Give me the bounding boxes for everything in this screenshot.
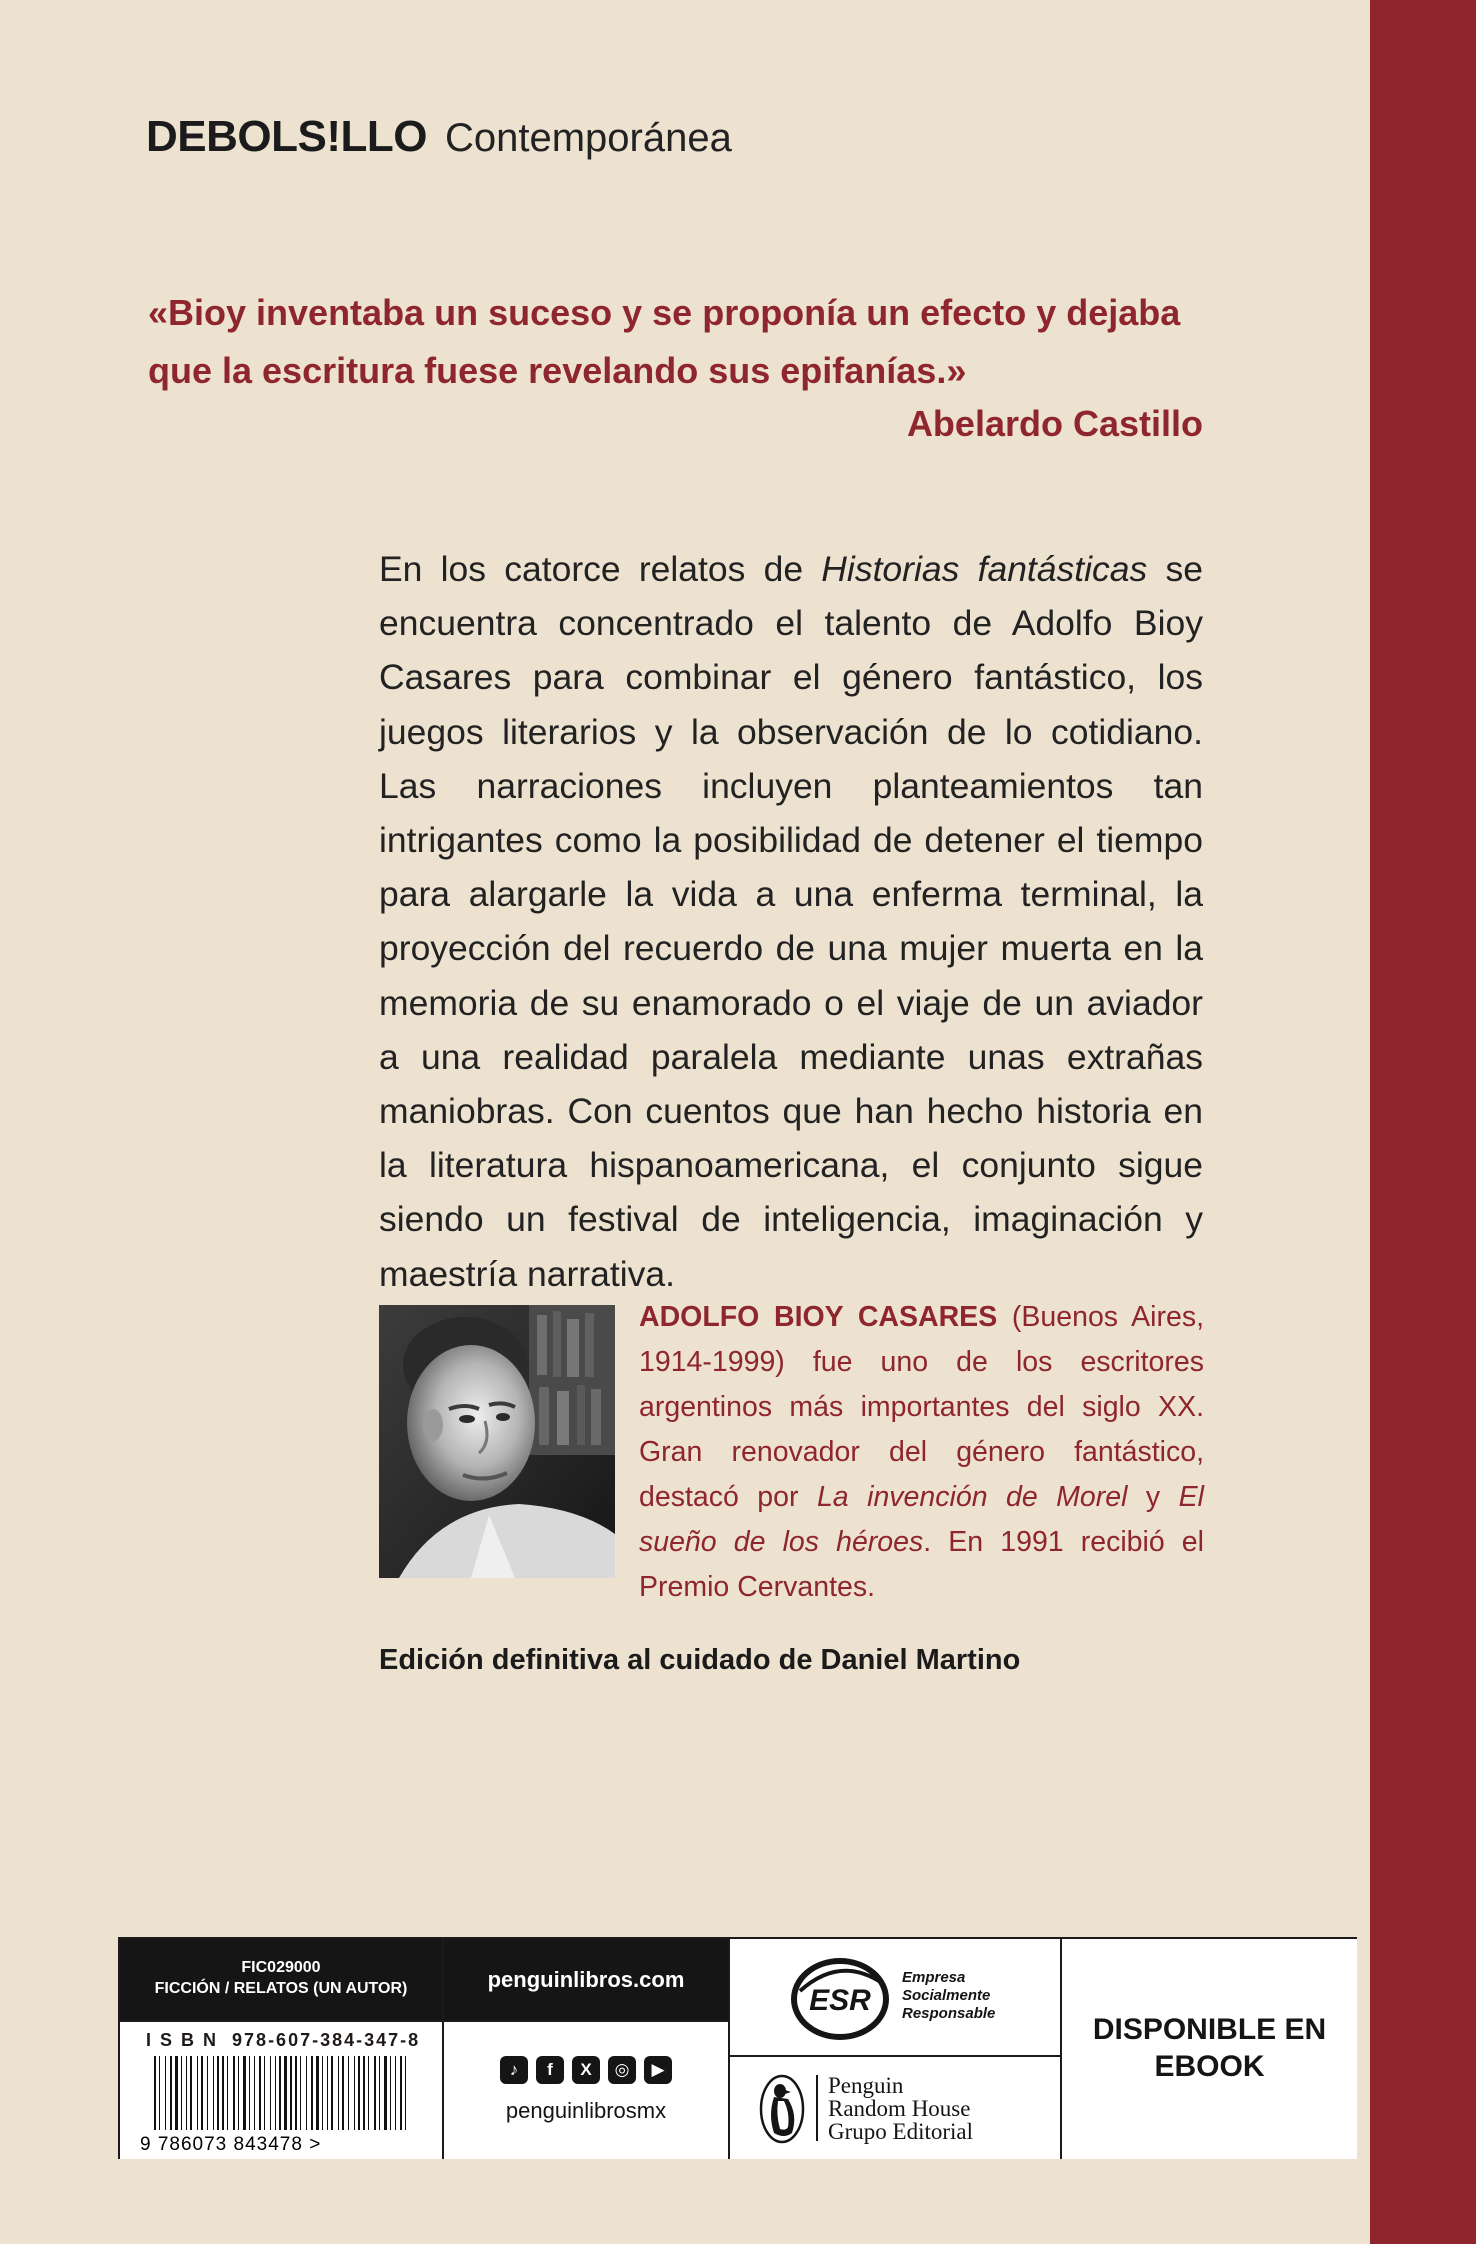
barcode-bar: [270, 2056, 271, 2130]
isbn-box: [120, 2020, 442, 2159]
synopsis-intro: En los catorce relatos de: [379, 549, 822, 589]
bio-text-2: y: [1127, 1481, 1179, 1513]
website-box[interactable]: [442, 1939, 728, 2020]
social-box: [442, 2020, 728, 2159]
publisher-name: [828, 2074, 973, 2143]
publisher-line: Penguin: [828, 2073, 904, 2098]
imprint-logo: DEBOLS!LLO: [146, 112, 427, 161]
publisher-line: Grupo Editorial: [828, 2119, 973, 2144]
barcode-bar: [170, 2056, 172, 2130]
bio-book-title-1: La invención de Morel: [816, 1481, 1128, 1513]
barcode-bar: [331, 2056, 333, 2130]
penguin-logo-icon: [758, 2073, 806, 2145]
barcode-bar: [259, 2056, 261, 2130]
barcode-bar: [243, 2056, 246, 2130]
barcode-bar: [358, 2056, 360, 2130]
esr-logo-icon: [790, 1957, 890, 2041]
barcode-bar: [384, 2056, 387, 2130]
barcode-bar: [222, 2056, 224, 2130]
publisher-line: Random House: [828, 2096, 971, 2121]
barcode-bar: [213, 2056, 214, 2130]
tiktok-icon[interactable]: ♪: [500, 2056, 528, 2084]
publisher-brand: [146, 112, 732, 162]
barcode-bars: [154, 2056, 406, 2130]
barcode-bar: [295, 2056, 297, 2130]
barcode-bar: [165, 2056, 166, 2130]
publisher-box: [728, 2055, 1060, 2159]
barcode-bar: [275, 2056, 276, 2130]
barcode-bar: [306, 2056, 307, 2130]
x-icon[interactable]: X: [572, 2056, 600, 2084]
barcode-bar: [159, 2056, 160, 2130]
bio-text-1: (Buenos Aires, 1914-1999) fue uno de los escritores argentinos más importantes del siglo XX. Gran renovador del género fantástico, destacó por: [639, 1301, 1204, 1513]
edition-note: Edición definitiva al cuidado de Daniel Martino: [379, 1644, 1021, 1676]
blurb-quote: «Bioy inventaba un suceso y se proponía un efecto y dejaba que la escritura fuese revelando sus epifanías.»: [148, 292, 1181, 391]
isbn-line: [146, 2030, 420, 2051]
barcode-bar: [233, 2056, 235, 2130]
publisher-divider: [816, 2075, 818, 2141]
social-icons: [444, 2056, 728, 2084]
back-cover-footer: [118, 1937, 1357, 2159]
barcode-bar: [154, 2056, 156, 2130]
synopsis-body: se encuentra concentrado el talento de Adolfo Bioy Casares para combinar el género fantástico, los juegos literarios y la observación de lo cotidiano. Las narraciones incluyen planteamientos tan intrigantes como la posibilidad de detener el tiempo para alargarle la vida a una enferma terminal, la proyección del recuerdo de una mujer muerta en la memoria de su enamorado o el viaje de un aviador a una realidad paralela mediante unas extrañas maniobras. Con cuentos que han hecho historia en la literatura hispanoamericana, el conjunto sigue siendo un festival de inteligencia, imaginación y maestría narrativa.: [379, 549, 1203, 1294]
barcode-bar: [175, 2056, 178, 2130]
barcode-bar: [238, 2056, 239, 2130]
facebook-icon[interactable]: f: [536, 2056, 564, 2084]
category-label: FICCIÓN / RELATOS (UN AUTOR): [154, 1980, 408, 1997]
barcode-bar: [379, 2056, 380, 2130]
barcode-bar: [190, 2056, 192, 2130]
social-handle[interactable]: penguinlibrosmx: [505, 2098, 667, 2123]
barcode-bar: [249, 2056, 250, 2130]
isbn-number: 978-607-384-347-8: [232, 2030, 421, 2050]
synopsis-book-title: Historias fantásticas: [821, 549, 1148, 589]
barcode-bar: [374, 2056, 376, 2130]
barcode-bar: [354, 2056, 355, 2130]
barcode-bar: [405, 2056, 406, 2130]
ebook-line: DISPONIBLE EN: [1092, 2013, 1327, 2046]
barcode-bar: [217, 2056, 219, 2130]
barcode-bar: [327, 2056, 328, 2130]
barcode-bar: [338, 2056, 339, 2130]
barcode-bar: [264, 2056, 265, 2130]
esr-box: [728, 1939, 1060, 2055]
barcode-bar: [348, 2056, 349, 2130]
barcode-bar: [201, 2056, 203, 2130]
esr-text: [902, 1969, 995, 2023]
youtube-icon[interactable]: ▶: [644, 2056, 672, 2084]
ebook-line: EBOOK: [1154, 2050, 1265, 2083]
bio-book-title-2: El sueño de los héroes: [639, 1481, 1204, 1558]
isbn-label: I S B N: [146, 2030, 219, 2050]
barcode-bar: [316, 2056, 319, 2130]
bio-text-3: . En 1991 recibió el Premio Cervantes.: [639, 1526, 1204, 1603]
barcode-bar: [342, 2056, 344, 2130]
synopsis: [379, 542, 1203, 1301]
barcode-bar: [254, 2056, 255, 2130]
instagram-icon[interactable]: ◎: [608, 2056, 636, 2084]
website-link[interactable]: penguinlibros.com: [487, 1967, 685, 1992]
barcode-bar: [395, 2056, 396, 2130]
barcode-bar: [390, 2056, 391, 2130]
category-code: FIC029000: [241, 1959, 321, 1976]
barcode-bar: [279, 2056, 281, 2130]
esr-line: Socialmente: [902, 1987, 991, 2004]
barcode-bar: [197, 2056, 198, 2130]
author-bio: [639, 1295, 1204, 1610]
barcode-bar: [284, 2056, 287, 2130]
barcode-digits: 9 786073 843478 >: [140, 2134, 322, 2155]
author-photo: [379, 1305, 615, 1578]
isbn-barcode: [140, 2056, 436, 2156]
category-box: [120, 1939, 442, 2020]
esr-line: Responsable: [902, 2005, 996, 2022]
collection-name: Contemporánea: [444, 116, 732, 160]
barcode-bar: [400, 2056, 402, 2130]
barcode-bar: [311, 2056, 313, 2130]
barcode-bar: [363, 2056, 365, 2130]
barcode-bar: [186, 2056, 187, 2130]
barcode-bar: [290, 2056, 292, 2130]
blurb-author: Abelardo Castillo: [906, 403, 1203, 444]
esr-badge-text: ESR: [809, 1984, 871, 2017]
barcode-bar: [322, 2056, 323, 2130]
barcode-bar: [181, 2056, 182, 2130]
barcode-bar: [227, 2056, 228, 2130]
esr-line: Empresa: [902, 1969, 966, 1986]
spine-band: [1370, 0, 1476, 2244]
barcode-bar: [207, 2056, 208, 2130]
barcode-bar: [368, 2056, 369, 2130]
author-name: ADOLFO BIOY CASARES: [639, 1301, 998, 1333]
ebook-box: [1060, 1939, 1357, 2159]
barcode-bar: [300, 2056, 301, 2130]
